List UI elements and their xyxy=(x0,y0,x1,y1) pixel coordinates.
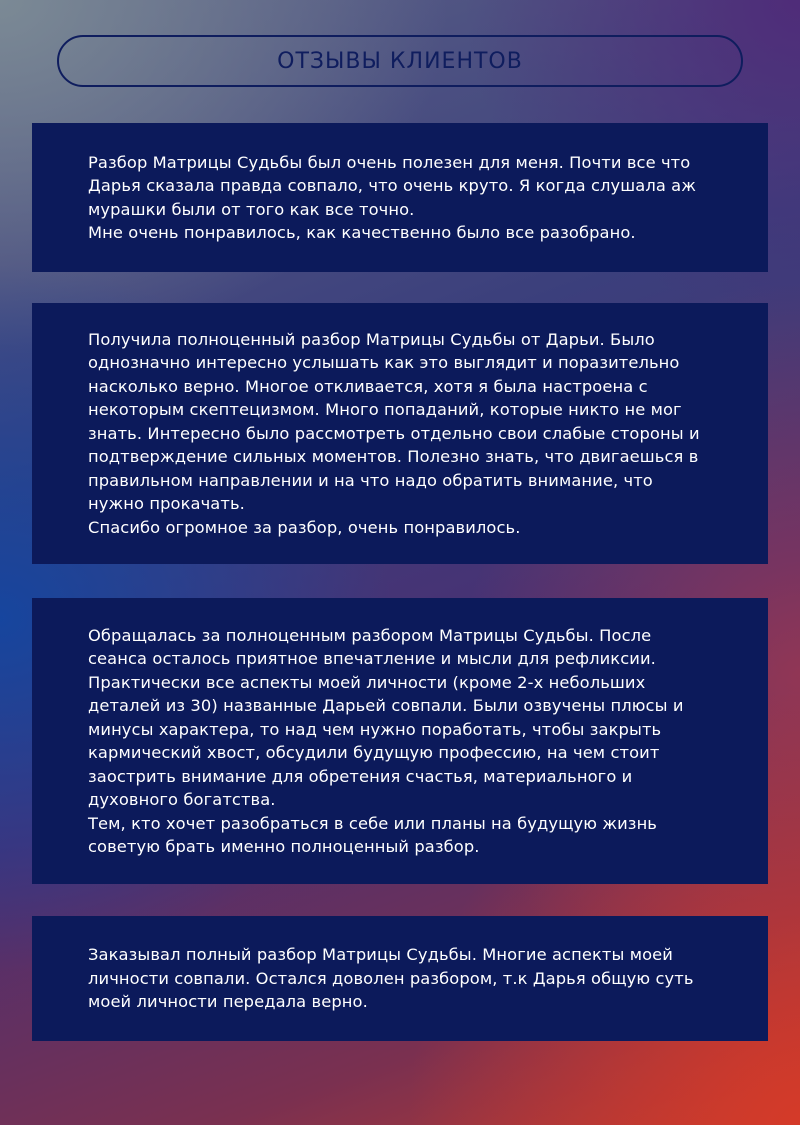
review-line: Дарья сказала правда совпало, что очень круто. Я когда слушала аж xyxy=(88,176,697,195)
review-card xyxy=(32,123,768,272)
review-line: однозначно интересно услышать как это выглядит и поразительно xyxy=(88,353,680,373)
review-line: заострить внимание для обретения счастья, материального и xyxy=(88,766,633,786)
review-line: подтверждение сильных моментов. Полезно знать, что двигаешься в xyxy=(88,447,699,467)
review-line: Практически все аспекты моей личности (кроме 2-х небольших xyxy=(88,672,646,692)
review-line: правильном направлении и на что надо обратить внимание, что xyxy=(88,470,653,490)
page-title-pill xyxy=(57,35,743,87)
review-card xyxy=(32,598,768,884)
review-line: личности совпали. Остался доволен разбором, т.к Дарья общую суть xyxy=(88,968,694,988)
review-line: нужно прокачать. xyxy=(88,494,245,514)
review-line: Разбор Матрицы Судьбы был очень полезен для меня. Почти все что xyxy=(88,152,691,172)
review-line: некоторым скептецизмом. Много попаданий, которые никто не мог xyxy=(88,400,682,420)
review-line: кармический хвост, обсудили будущую профессию, на чем стоит xyxy=(88,743,660,762)
review-line: минусы характера, то над чем нужно поработать, чтобы закрыть xyxy=(88,719,662,739)
review-line: Заказывал полный разбор Матрицы Судьбы. Многие аспекты моей xyxy=(88,945,673,965)
review-line: Спасибо огромное за разбор, очень понравилось. xyxy=(88,517,521,537)
review-line: мурашки были от того как все точно. xyxy=(88,199,415,219)
review-line: знать. Интересно было рассмотреть отдельно свои слабые стороны и xyxy=(88,423,700,443)
review-card xyxy=(32,303,768,564)
review-line: моей личности передала верно. xyxy=(88,992,368,1012)
review-line: Получила полноценный разбор Матрицы Судьбы от Дарьи. Было xyxy=(88,329,655,349)
review-line: сеанса осталось приятное впечатление и мысли для рефликсии. xyxy=(88,649,656,668)
page-title: ОТЗЫВЫ КЛИЕНТОВ xyxy=(277,48,523,74)
review-line: деталей из 30) названные Дарьей совпали. Были озвучены плюсы и xyxy=(88,696,684,715)
review-line: насколько верно. Многое откливается, хотя я была настроена с xyxy=(88,376,648,396)
review-line: Обращалась за полноценным разбором Матрицы Судьбы. После xyxy=(88,625,652,645)
review-card xyxy=(32,916,768,1041)
review-line: советую брать именно полноценный разбор. xyxy=(88,837,480,856)
review-line: Тем, кто хочет разобраться в себе или планы на будущую жизнь xyxy=(88,813,658,833)
review-line: духовного богатства. xyxy=(88,790,276,809)
review-line: Мне очень понравилось, как качественно было все разобрано. xyxy=(88,223,636,242)
